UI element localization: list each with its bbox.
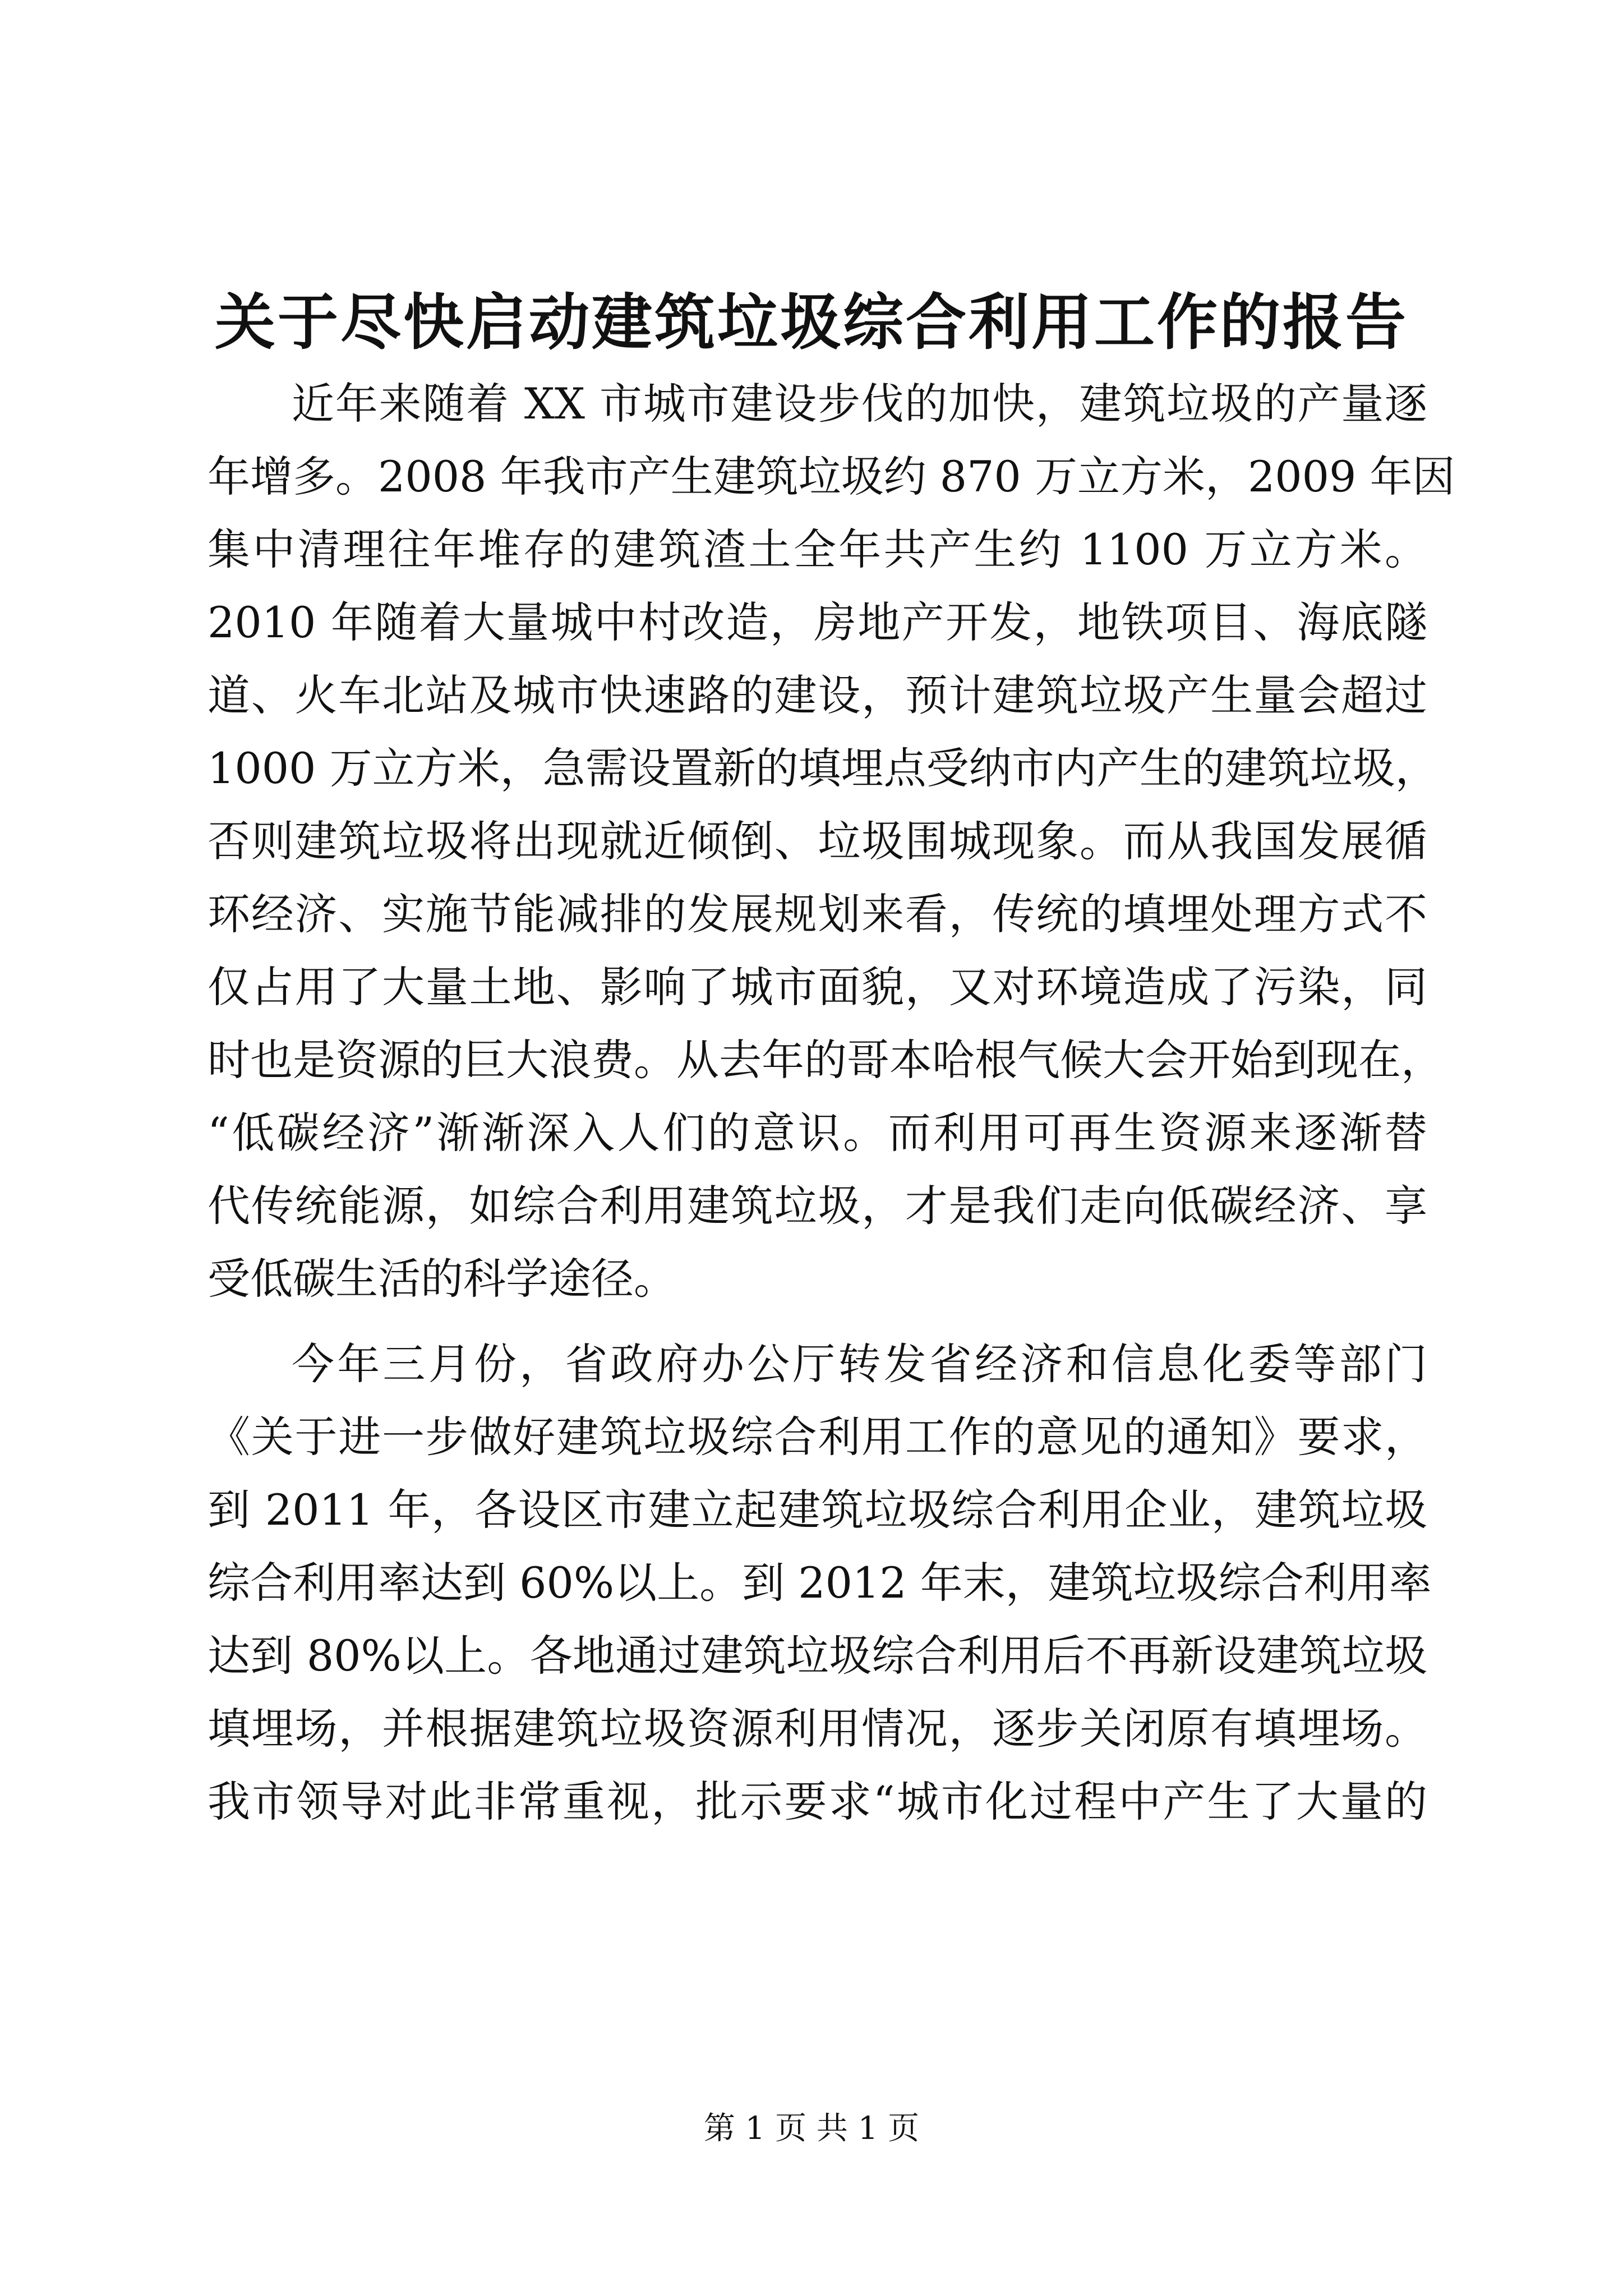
paragraph-2-line-6: 填埋场，并根据建筑垃圾资源利用情况，逐步关闭原有填埋场。 (208, 1704, 1427, 1754)
paragraph-2-line-1: 今年三月份，省政府办公厅转发省经济和信息化委等部门 (292, 1339, 1427, 1389)
paragraph-spacer (208, 1315, 1427, 1328)
paragraph-1-line-4: 2010 年随着大量城中村改造，房地产开发，地铁项目、海底隧 (208, 597, 1427, 647)
paragraph-1-line-11: “低碳经济”渐渐深入人们的意识。而利用可再生资源来逐渐替 (208, 1108, 1427, 1158)
paragraph-1-line-8: 环经济、实施节能减排的发展规划来看，传统的填埋处理方式不 (208, 889, 1427, 939)
paragraph-1-line-3: 集中清理往年堆存的建筑渣土全年共产生约 1100 万立方米。 (208, 524, 1427, 574)
document-title: 关于尽快启动建筑垃圾综合利用工作的报告 (214, 287, 1408, 358)
paragraph-1-line-2: 年增多。2008 年我市产生建筑垃圾约 870 万立方米，2009 年因 (208, 452, 1455, 501)
paragraph-2-line-7: 我市领导对此非常重视，批示要求“城市化过程中产生了大量的 (208, 1777, 1427, 1826)
paragraph-1-line-6: 1000 万立方米，急需设置新的填埋点受纳市内产生的建筑垃圾， (208, 743, 1438, 793)
paragraph-1-line-10: 时也是资源的巨大浪费。从去年的哥本哈根气候大会开始到现在， (208, 1035, 1444, 1085)
page-number-footer: 第 1 页 共 1 页 (703, 2110, 920, 2147)
paragraph-2-line-4: 综合利用率达到 60%以上。到 2012 年末，建筑垃圾综合利用率 (208, 1558, 1432, 1608)
paragraph-2-line-3: 到 2011 年，各设区市建立起建筑垃圾综合利用企业，建筑垃圾 (208, 1485, 1427, 1535)
paragraph-1-line-7: 否则建筑垃圾将出现就近倾倒、垃圾围城现象。而从我国发展循 (208, 816, 1427, 866)
paragraph-1-line-5: 道、火车北站及城市快速路的建设，预计建筑垃圾产生量会超过 (208, 670, 1427, 720)
paragraph-1-line-12: 代传统能源，如综合利用建筑垃圾，才是我们走向低碳经济、享 (208, 1181, 1427, 1231)
paragraph-1-line-13: 受低碳生活的科学途径。 (208, 1254, 676, 1304)
paragraph-2-line-5: 达到 80%以上。各地通过建筑垃圾综合利用后不再新设建筑垃圾 (208, 1631, 1427, 1681)
paragraph-1-line-9: 仅占用了大量土地、影响了城市面貌，又对环境造成了污染，同 (208, 962, 1427, 1012)
paragraph-1-line-1: 近年来随着 XX 市城市建设步伐的加快，建筑垃圾的产量逐 (292, 379, 1427, 429)
document-body (208, 367, 1455, 1838)
paragraph-2-line-2: 《关于进一步做好建筑垃圾综合利用工作的意见的通知》要求， (208, 1412, 1427, 1462)
